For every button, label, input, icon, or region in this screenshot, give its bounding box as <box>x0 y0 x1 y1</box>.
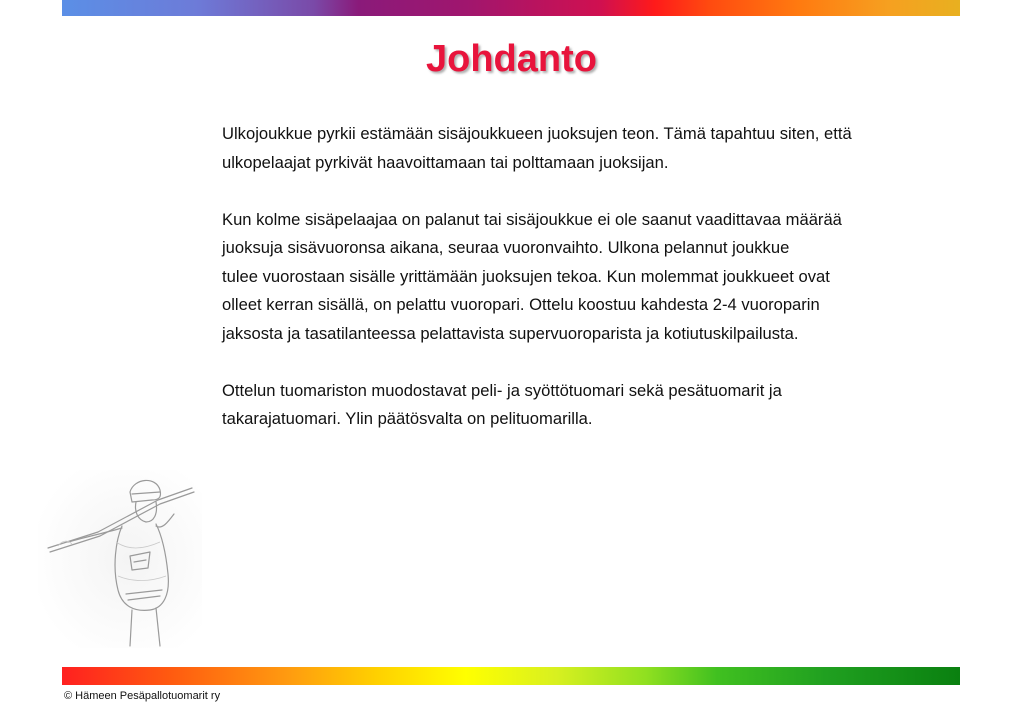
paragraph-line: ulkopelaajat pyrkivät haavoittamaan tai polttamaan juoksijan. <box>222 152 669 172</box>
paragraph-1 <box>222 120 952 177</box>
paragraph-line: Ottelun tuomariston muodostavat peli- ja syöttötuomari sekä pesätuomarit ja <box>222 380 782 400</box>
paragraph-line: olleet kerran sisällä, on pelattu vuoropari. Ottelu koostuu kahdesta 2-4 vuoroparin <box>222 295 820 314</box>
paragraph-line: jaksosta ja tasatilanteessa pelattavista supervuoroparista ja kotiutuskilpailusta. <box>222 323 799 343</box>
paragraph-line: tulee vuorostaan sisälle yrittämään juoksujen tekoa. Kun molemmat joukkueet ovat <box>222 266 830 286</box>
paragraph-line: Kun kolme sisäpelaajaa on palanut tai sisäjoukkue ei ole saanut vaadittavaa määrää <box>222 209 842 229</box>
paragraph-line: takarajatuomari. Ylin päätösvalta on pelituomarilla. <box>222 409 593 428</box>
batter-player-illustration <box>38 470 202 648</box>
slide-content <box>222 120 952 462</box>
paragraph-2 <box>222 206 952 349</box>
page-title: Johdanto <box>426 38 597 80</box>
paragraph-line: juoksuja sisävuoronsa aikana, seuraa vuoronvaihto. Ulkona pelannut joukkue <box>222 238 790 257</box>
bottom-gradient-bar <box>62 667 960 685</box>
copyright-footer: © Hämeen Pesäpallotuomarit ry <box>64 690 221 702</box>
paragraph-line: Ulkojoukkue pyrkii estämään sisäjoukkueen juoksujen teon. Tämä tapahtuu siten, että <box>222 124 852 143</box>
top-gradient-bar <box>62 0 960 16</box>
paragraph-3 <box>222 377 952 434</box>
